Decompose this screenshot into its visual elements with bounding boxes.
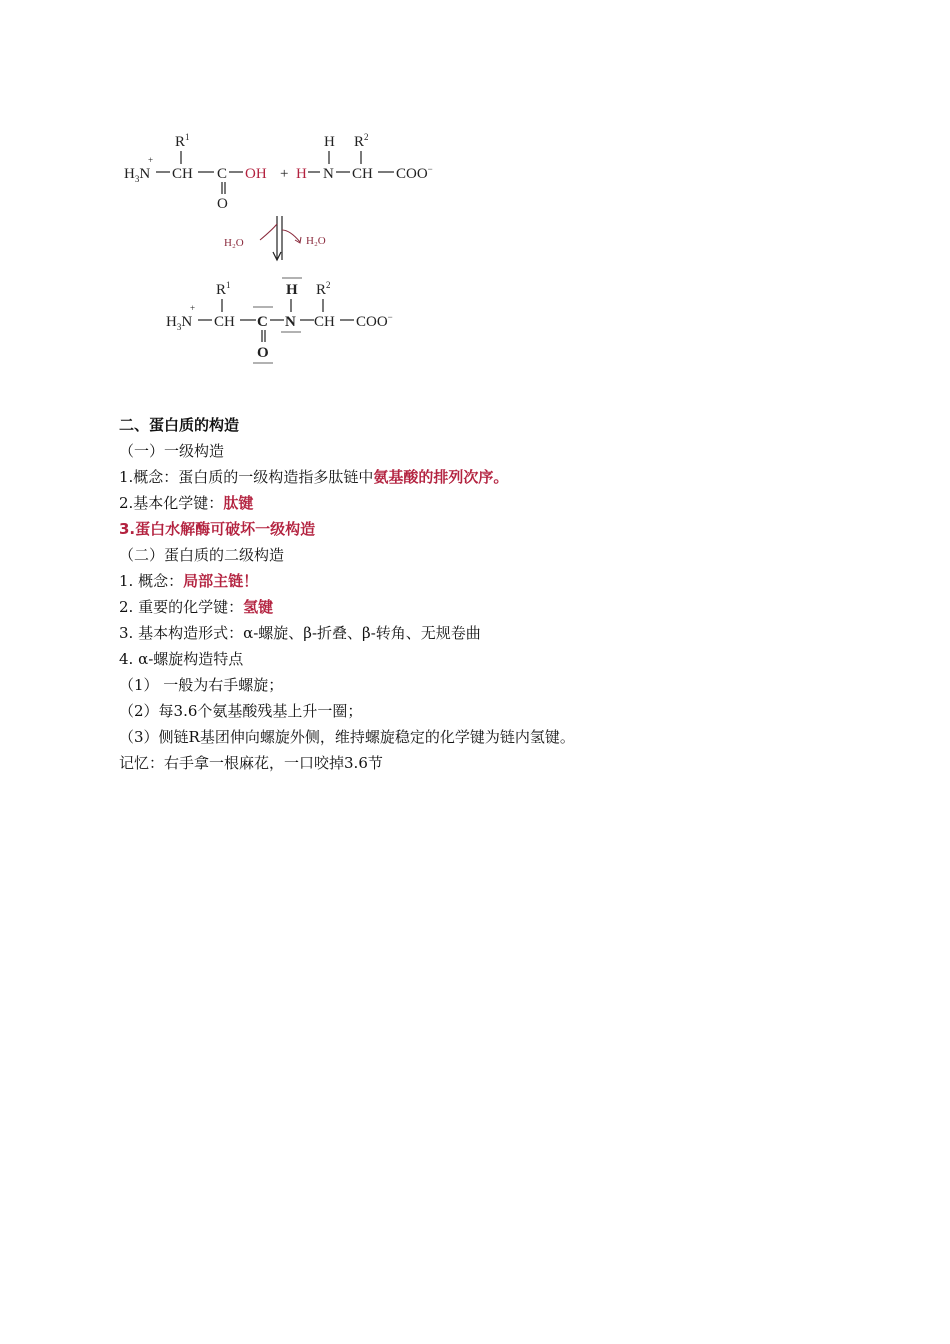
subheading-primary-structure: （一）一级构造 bbox=[119, 442, 225, 460]
p-h3n-label: $H_3N$ bbox=[166, 314, 193, 332]
n-h-label: H bbox=[324, 134, 335, 150]
p-n-label: N bbox=[285, 314, 296, 330]
peptide-bond-formation-diagram bbox=[110, 120, 470, 370]
amino-acid-2 bbox=[296, 132, 433, 182]
section-heading: 二、蛋白质的构造 bbox=[119, 416, 240, 434]
r1-label: $R^1$ bbox=[175, 132, 190, 150]
p-h-label: H bbox=[286, 282, 298, 298]
carbonyl-c-label: C bbox=[217, 166, 228, 182]
p-o-label: O bbox=[257, 345, 269, 361]
n-label: N bbox=[323, 166, 334, 182]
text-highlight: 局部主链！ bbox=[183, 572, 259, 590]
text-highlight: 氢键 bbox=[243, 598, 274, 616]
paragraph-forms: 3. 基本构造形式：α-螺旋、β-折叠、β-转角、无规卷曲 bbox=[119, 624, 481, 642]
paragraph-concept-1 bbox=[119, 464, 839, 490]
p-ch1-label: CH bbox=[214, 314, 235, 330]
text-prefix: 2. 重要的化学键： bbox=[119, 598, 244, 616]
memory-tip: 记忆：右手拿一根麻花，一口咬掉3.6节 bbox=[119, 754, 383, 772]
carboxylate-label: COO− bbox=[396, 164, 433, 182]
carbonyl-o-label: O bbox=[217, 196, 228, 212]
p-r2-label: $R^2$ bbox=[316, 280, 331, 298]
p-carboxylate-label: COO− bbox=[356, 312, 393, 330]
ch-label: CH bbox=[172, 166, 193, 182]
paragraph-concept-2 bbox=[119, 568, 839, 594]
subheading-secondary-structure: （二）蛋白质的二级构造 bbox=[119, 546, 285, 564]
plus-sign: + bbox=[280, 166, 289, 182]
paragraph-enzyme: 3.蛋白水解酶可破坏一级构造 bbox=[119, 520, 316, 538]
dipeptide-product bbox=[166, 278, 393, 363]
text-prefix: 1. 概念： bbox=[119, 572, 184, 590]
list-item: （2）每3.6个氨基酸残基上升一圈； bbox=[119, 702, 363, 720]
text-prefix: 2.基本化学键： bbox=[119, 494, 224, 512]
r2-label: $R^2$ bbox=[354, 132, 369, 150]
p-r1-label: $R^1$ bbox=[216, 280, 231, 298]
h3n-label: $H_3N$ bbox=[124, 166, 151, 184]
p-charge-plus: + bbox=[190, 303, 196, 313]
amino-acid-1 bbox=[124, 132, 267, 212]
text-highlight: 氨基酸的排列次序。 bbox=[373, 468, 509, 486]
paragraph-bond-1 bbox=[119, 490, 839, 516]
p-c-label: C bbox=[257, 314, 268, 330]
equilibrium-arrows bbox=[224, 216, 326, 260]
charge-plus: + bbox=[148, 155, 154, 165]
paragraph-bond-2 bbox=[119, 594, 839, 620]
text-prefix: 1.概念：蛋白质的一级构造指多肽链中 bbox=[119, 468, 374, 486]
paragraph-helix-features: 4. α-螺旋构造特点 bbox=[119, 650, 244, 668]
water-right-label: H₂O bbox=[306, 235, 326, 247]
ch2-label: CH bbox=[352, 166, 373, 182]
list-item: （3）侧链R基团伸向螺旋外侧，维持螺旋稳定的化学键为链内氢键。 bbox=[119, 728, 575, 746]
water-left-label: H₂O bbox=[224, 237, 244, 249]
hydroxyl-label: OH bbox=[245, 166, 267, 182]
amine-h-label: H bbox=[296, 166, 307, 182]
p-ch2-label: CH bbox=[314, 314, 335, 330]
text-highlight: 肽键 bbox=[223, 494, 254, 512]
list-item: （1） 一般为右手螺旋； bbox=[119, 676, 284, 694]
document-body bbox=[119, 412, 839, 776]
